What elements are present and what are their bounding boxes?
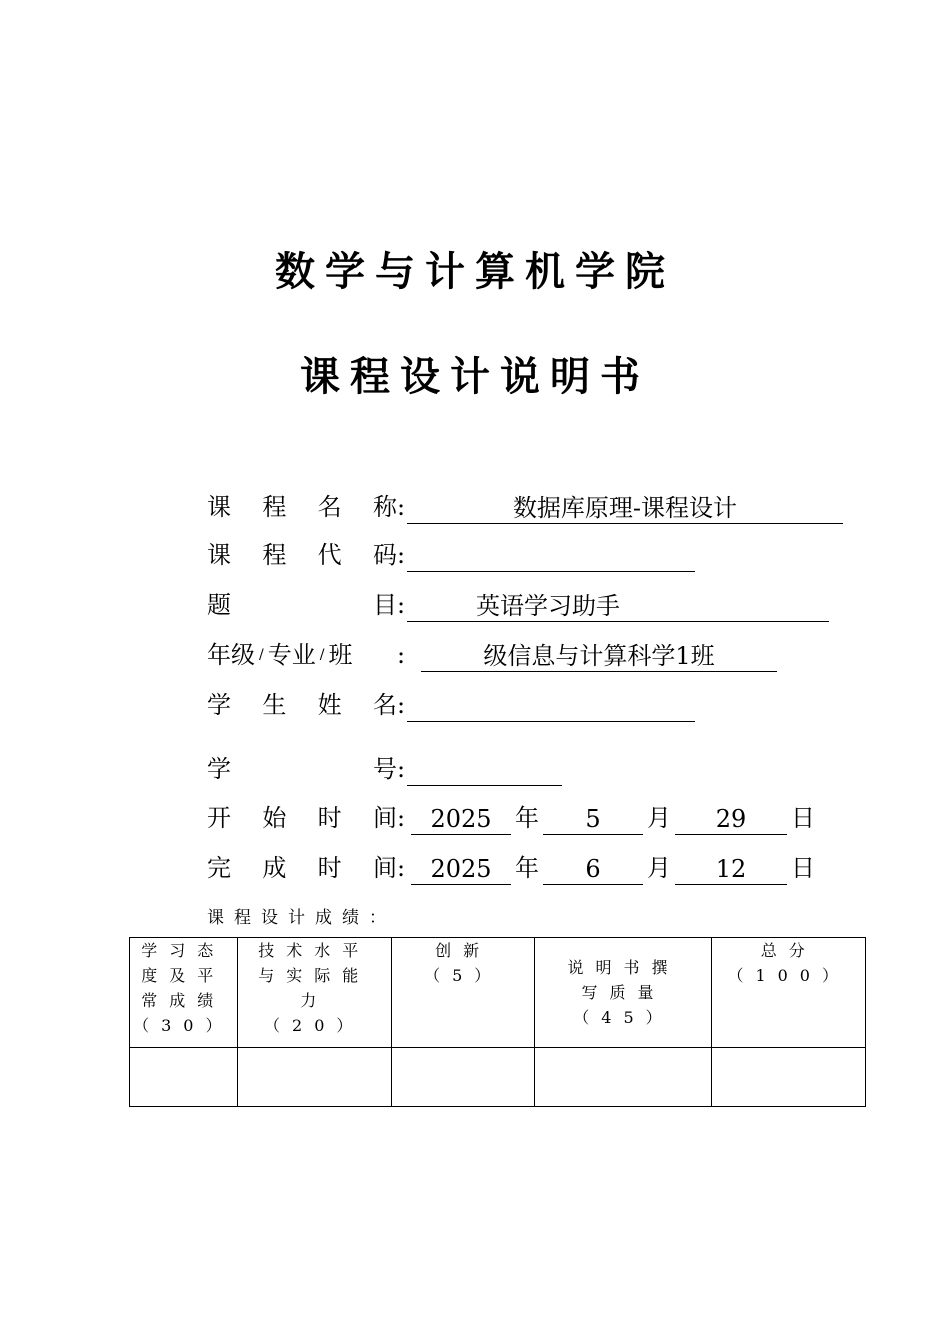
course-code-row: 课 程 代 码 : [207, 538, 695, 572]
document-title: 课程设计说明书 [300, 354, 650, 400]
start-time-row: 开 始 时 间 : 2025 年 5 月 29 日 [207, 801, 819, 835]
grade-value-technique[interactable] [237, 1048, 391, 1107]
finish-time-row: 完 成 时 间 : 2025 年 6 月 12 日 [207, 851, 819, 885]
start-time-label: 开 始 时 间 [207, 804, 397, 832]
course-name-row: 课 程 名 称 : 数据库原理-课程设计 [207, 490, 843, 524]
college-title: 数学与计算机学院 [275, 249, 675, 295]
course-code-label: 课 程 代 码 [207, 541, 397, 569]
grade-label: 课程设计成绩： [207, 908, 396, 928]
topic-label: 题 目 [207, 591, 397, 619]
topic-row: 题 目 : 英语学习助手 [207, 588, 829, 622]
grade-col-writing: 说明书撰写质量（45） [535, 938, 712, 1048]
student-name-row: 学 生 姓 名 : [207, 688, 695, 722]
grade-col-total: 总分（100） [712, 938, 866, 1048]
student-id-label: 学 号 [207, 755, 397, 783]
student-name-value [407, 691, 695, 722]
course-name-value: 数据库原理-课程设计 [407, 493, 843, 524]
grade-col-attitude: 学习态度及平常成绩（30） [130, 938, 238, 1048]
class-value: 级信息与计算科学1班 [421, 641, 777, 672]
grade-header-row [130, 938, 866, 1048]
grade-value-innovation[interactable] [391, 1048, 535, 1107]
grade-value-total[interactable] [712, 1048, 866, 1107]
start-year: 2025 [411, 804, 511, 835]
grade-table [129, 937, 866, 1107]
finish-month: 6 [543, 854, 643, 885]
start-day: 29 [675, 804, 787, 835]
grade-value-row [130, 1048, 866, 1107]
course-code-value [407, 541, 695, 572]
grade-col-technique: 技术水平与实际能力（20） [237, 938, 391, 1048]
student-id-row: 学 号 : [207, 752, 562, 786]
class-row: 年级 / 专业 / 班 : 级信息与计算科学1班 [207, 638, 777, 672]
class-label: 年级 / 专业 / 班 [207, 641, 353, 669]
course-name-label: 课 程 名 称 [207, 493, 397, 521]
grade-col-innovation: 创新（5） [391, 938, 535, 1048]
topic-value: 英语学习助手 [407, 591, 829, 622]
grade-value-writing[interactable] [535, 1048, 712, 1107]
grade-value-attitude[interactable] [130, 1048, 238, 1107]
finish-day: 12 [675, 854, 787, 885]
finish-time-label: 完 成 时 间 [207, 854, 397, 882]
start-month: 5 [543, 804, 643, 835]
student-name-label: 学 生 姓 名 [207, 691, 397, 719]
student-id-value [407, 755, 562, 786]
finish-year: 2025 [411, 854, 511, 885]
